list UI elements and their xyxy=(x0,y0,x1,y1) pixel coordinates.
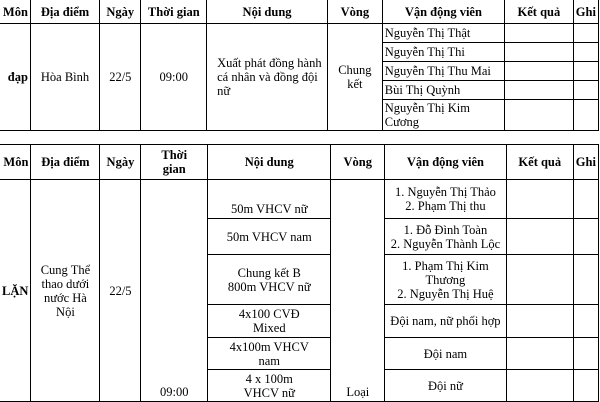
result-cell xyxy=(505,62,574,81)
header-vong: Vòng xyxy=(331,145,385,180)
header-dia-diem: Địa điểm xyxy=(30,0,99,24)
note-cell xyxy=(573,24,598,43)
header-thoi-gian: Thời gian xyxy=(141,145,208,180)
athlete-cell: Bùi Thị Quỳnh xyxy=(382,81,504,100)
time-cell: 09:00 xyxy=(141,24,207,131)
sport-cell: LẶN xyxy=(0,180,31,402)
athlete-cell: Đội nam xyxy=(385,338,507,370)
athlete-cell xyxy=(385,255,507,305)
header-mon: Môn xyxy=(0,145,31,180)
note-cell xyxy=(573,305,598,338)
note-cell xyxy=(573,255,598,305)
event-cell: 4x100m VHCV nam xyxy=(208,338,331,370)
table-row xyxy=(0,24,599,43)
header-dia-diem: Địa điểm xyxy=(31,145,100,180)
result-cell xyxy=(506,255,573,305)
result-cell xyxy=(505,24,574,43)
athlete-cell: Đội nữ xyxy=(385,370,507,402)
note-cell xyxy=(573,100,598,131)
event-cell: 4x100 CVĐ Mixed xyxy=(208,305,331,338)
result-cell xyxy=(506,338,573,370)
athlete-name: 1. Đỗ Đình Toàn xyxy=(403,222,488,237)
sport-cell: đạp xyxy=(0,24,30,131)
note-cell xyxy=(573,180,598,219)
athlete-cell: Nguyễn Thị Thật xyxy=(382,24,504,43)
time-cell: 09:00 xyxy=(141,180,208,402)
date-cell: 22/5 xyxy=(100,24,141,131)
athlete-name: 2. Phạm Thị thu xyxy=(405,199,486,213)
header-van-dong-vien: Vận động viên xyxy=(382,0,504,24)
athlete-cell: Nguyễn Thị Kim Cương xyxy=(382,100,504,131)
athlete-name: 2. Nguyễn Thị Huệ xyxy=(397,286,494,301)
schedule-table-swimming xyxy=(0,144,599,402)
venue-cell: Cung Thể thao dưới nước Hà Nội xyxy=(31,180,100,402)
event-cell: Xuất phát đồng hành cá nhân và đồng đội nữ xyxy=(207,24,328,131)
header-ngay: Ngày xyxy=(100,0,141,24)
schedule-table-cycling xyxy=(0,0,599,131)
result-cell xyxy=(506,370,573,402)
header-ghi: Ghi xyxy=(573,145,598,180)
header-ngay: Ngày xyxy=(100,145,141,180)
header-noi-dung: Nội dung xyxy=(208,145,331,180)
header-thoi-gian: Thời gian xyxy=(141,0,207,24)
header-noi-dung: Nội dung xyxy=(207,0,328,24)
result-cell xyxy=(505,81,574,100)
event-cell: 50m VHCV nữ xyxy=(208,180,331,219)
header-ghi: Ghi xyxy=(573,0,598,24)
note-cell xyxy=(573,370,598,402)
result-cell xyxy=(505,100,574,131)
athlete-cell xyxy=(385,180,507,219)
note-cell xyxy=(573,219,598,255)
note-cell xyxy=(573,338,598,370)
event-cell: 50m VHCV nam xyxy=(208,219,331,255)
athlete-cell: Nguyễn Thị Thu Mai xyxy=(382,62,504,81)
note-cell xyxy=(573,43,598,62)
header-van-dong-vien: Vận động viên xyxy=(385,145,507,180)
athlete-cell: Đội nam, nữ phối hợp xyxy=(385,305,507,338)
date-cell: 22/5 xyxy=(100,180,141,402)
athlete-cell: Nguyễn Thị Thi xyxy=(382,43,504,62)
event-cell: Chung kết B 800m VHCV nữ xyxy=(208,255,331,305)
table-row xyxy=(0,180,599,219)
note-cell xyxy=(573,81,598,100)
round-cell: Chung kết xyxy=(327,24,382,131)
header-mon: Môn xyxy=(0,0,30,24)
result-cell xyxy=(506,305,573,338)
result-cell xyxy=(505,43,574,62)
venue-cell: Hòa Bình xyxy=(30,24,99,131)
table-header-row xyxy=(0,145,599,180)
header-vong: Vòng xyxy=(327,0,382,24)
athlete-name: 1. Nguyễn Thị Thảo xyxy=(394,185,496,199)
note-cell xyxy=(573,62,598,81)
table-header-row xyxy=(0,0,599,24)
event-cell: 4 x 100m VHCV nữ xyxy=(208,370,331,402)
header-ket-qua: Kết quả xyxy=(505,0,574,24)
athlete-name: 2. Nguyễn Thành Lộc xyxy=(390,236,501,251)
result-cell xyxy=(506,180,573,219)
athlete-cell xyxy=(385,219,507,255)
round-cell: Loại xyxy=(331,180,385,402)
athlete-name: 1. Phạm Thị Kim Thương xyxy=(402,258,489,287)
result-cell xyxy=(506,219,573,255)
header-ket-qua: Kết quả xyxy=(506,145,573,180)
